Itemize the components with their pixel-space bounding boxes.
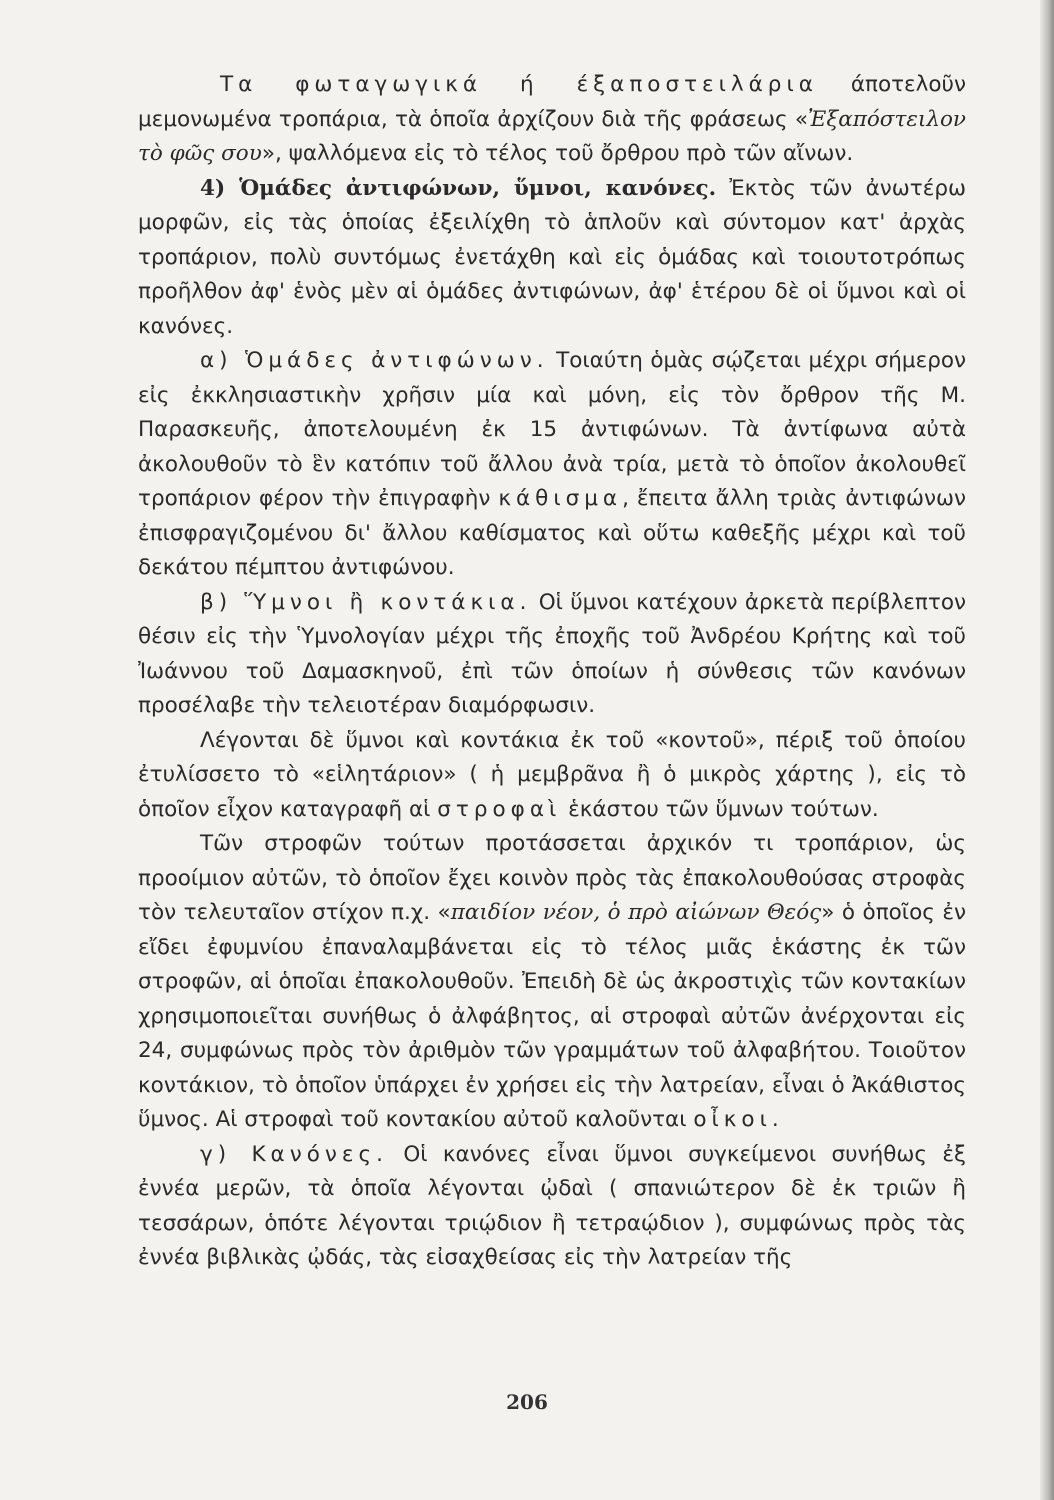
paragraph-strophes: Τῶν στροφῶν τούτων προτάσσεται ἀρχικόν τι τροπάριον, ὡς προοίμιον αὐτῶν, τὸ ὁποῖον ἔχει κοινὸν πρὸς τὰς ἐπακολουθούσας στροφὰς τὸν τελευταῖον στίχον π.χ. «παιδίον νέον, ὁ πρὸ αἰώνων Θεός» ὁ ὁποῖος ἐν εἴδει ἐφυμνίου ἐπαναλαμβάνεται εἰς τὸ τέλος μιᾶς ἑκάστης ἐκ τῶν στροφῶν, αἱ ὁποῖαι ἐπακολουθοῦν. Ἐπειδὴ δὲ ὡς ἀκροστιχὶς τῶν κοντακίων χρησιμοποιεῖται συνήθως ὁ ἀλφάβητος, αἱ στροφαὶ αὐτῶν ἀνέρχονται εἰς 24, συμφώνως πρὸς τὸν ἀριθμὸν τῶν γραμμάτων τοῦ ἀλφαβήτου. Τοιοῦτον κοντάκιον, τὸ ὁποῖον ὑπάρχει ἐν χρήσει εἰς τὴν λατρείαν, εἶναι ὁ Ἀκάθιστος ὕμνος. Αἱ στροφαὶ τοῦ κοντακίου αὐτοῦ καλοῦνται οἶκοι. <box>138 831 966 1132</box>
paragraph-hymns: β) Ὕμνοι ἢ κοντάκια. Οἱ ὕμνοι κατέχουν ἀρκετὰ περίβλεπτον θέσιν εἰς τὴν Ὑμνολογίαν μέχρι τῆς ἐποχῆς τοῦ Ἀνδρέου Κρήτης καὶ τοῦ Ἰωάννου τοῦ Δαμασκηνοῦ, ἐπὶ τῶν ὁποίων ἡ σύνθεσις τῶν κανόνων προσέλαβε τὴν τελειοτέραν διαμόρφωσιν. <box>138 589 966 718</box>
paragraph-phos: Τα φωταγωγικά ή έξαποστειλάρια άποτελοῦν μεμονωμένα τροπάρια, τὰ ὁποῖα ἀρχίζουν διὰ τῆς φράσεως «Ἐξαπόστειλον τὸ φῶς σου», ψαλλόμενα εἰς τὸ τέλος τοῦ ὄρθρου πρὸ τῶν αἴνων. <box>138 72 966 166</box>
paragraph-section-4: 4) Ὁμάδες ἀντιφώνων, ὕμνοι, κανόνες. Ἐκτὸς τῶν ἀνωτέρω μορφῶν, εἰς τὰς ὁποίας ἐξειλίχθη τὸ ἁπλοῦν καὶ σύντομον κατ' ἀρχὰς τροπάριον, πολὺ συντόμως ἐνετάχθη καὶ εἰς ὁμάδας καὶ τοιουτοτρόπως προῆλθον ἀφ' ἑνὸς μὲν αἱ ὁμάδες ἀντιφώνων, ἀφ' ἑτέρου δὲ οἱ ὕμνοι καὶ οἱ κανόνες. <box>138 175 966 339</box>
quote-exaposteilon: Ἐξαπόστειλον τὸ φῶς σου <box>138 106 966 166</box>
subsection-label-a: α) Ὁμάδες ἀντιφώνων. <box>200 348 549 373</box>
paragraph-antiphons: α) Ὁμάδες ἀντιφώνων. Τοιαύτη ὁμὰς σῴζεται μέχρι σήμερον εἰς ἐκκλησιαστικὴν χρῆσιν μία καὶ μόνη, εἰς τὸν ὄρθρον τῆς Μ. Παρασκευῆς, ἀποτελουμένη ἐκ 15 ἀντιφώνων. Τὰ ἀντίφωνα αὐτὰ ἀκολουθοῦν τὸ ἓν κατόπιν τοῦ ἄλλου ἀνὰ τρία, μετὰ τὸ ὁποῖον ἀκολουθεῖ τροπάριον φέρον τὴν ἐπιγραφὴν κάθισμα, ἔπειτα ἄλλη τριὰς ἀντιφώνων ἐπισφραγιζομένου δι' ἄλλου καθίσματος καὶ οὕτω καθεξῆς μέχρι καὶ τοῦ δεκάτου πέμπτου ἀντιφώνου. <box>138 348 967 580</box>
term-fotagogika: Τα φωταγωγικά ή έξαποστειλάρια <box>220 72 818 97</box>
term-kathisma: κάθισμα <box>498 486 623 511</box>
term-oikoi: οἶκοι <box>693 1107 772 1132</box>
subsection-label-c: γ) Κανόνες. <box>200 1141 388 1167</box>
subsection-label-b: β) Ὕμνοι ἢ κοντάκια. <box>200 589 532 615</box>
body-text <box>138 68 966 1276</box>
section-heading: 4) Ὁμάδες ἀντιφώνων, ὕμνοι, κανόνες. <box>200 175 717 201</box>
term-strofai: στροφαὶ <box>437 796 562 822</box>
page-edge-shadow <box>1040 0 1054 1500</box>
paragraph-kontakia: Λέγονται δὲ ὕμνοι καὶ κοντάκια ἐκ τοῦ «κοντοῦ», πέριξ τοῦ ὁποίου ἐτυλίσσετο τὸ «εἱλητάριον» ( ἡ μεμβρᾶνα ἢ ὁ μικρὸς χάρτης ), εἰς τὸ ὁποῖον εἶχον καταγραφῆ αἱ στροφαὶ ἑκάστου τῶν ὕμνων τούτων. <box>138 727 966 822</box>
page-number: 206 <box>506 1390 548 1414</box>
paragraph-canons: γ) Κανόνες. Οἱ κανόνες εἶναι ὕμνοι συγκείμενοι συνήθως ἐξ ἐννέα μερῶν, τὰ ὁποῖα λέγονται ᾠδαὶ ( σπανιώτερον δὲ ἐκ τριῶν ἢ τεσσάρων, ὁπότε λέγονται τριῴδιον ἢ τετραῴδιον ), συμφώνως πρὸς τὰς ἐννέα βιβλικὰς ᾠδάς, τὰς εἰσαχθείσας εἰς τὴν λατρείαν τῆς <box>138 1141 966 1270</box>
quote-paidion: παιδίον νέον, ὁ πρὸ αἰώνων Θεός <box>450 900 822 925</box>
